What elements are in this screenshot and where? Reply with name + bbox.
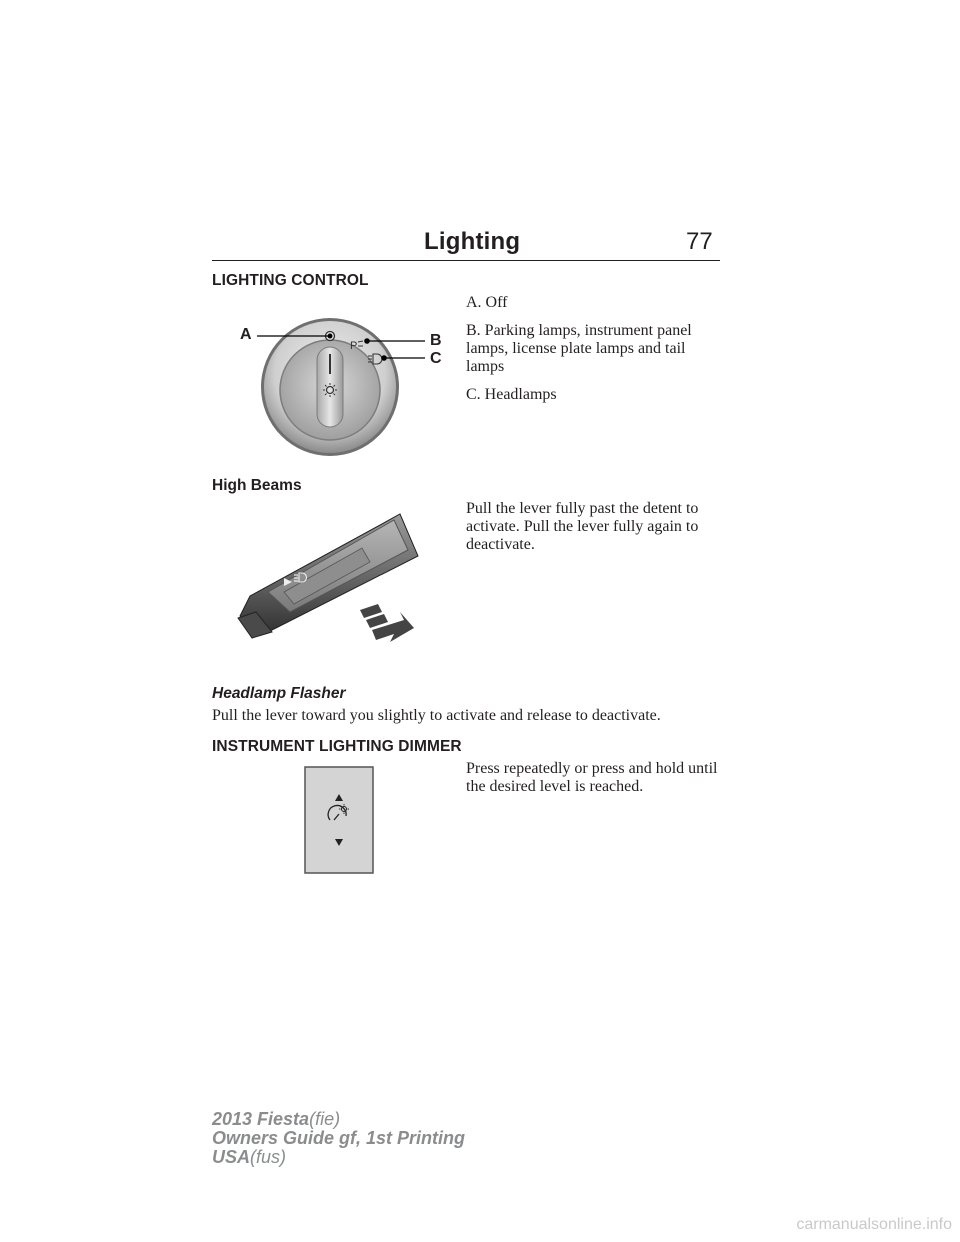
- legend-item-headlamps: C. Headlamps: [466, 386, 557, 403]
- footer-market: USA: [212, 1147, 251, 1167]
- lighting-control-diagram: [232, 312, 452, 462]
- callout-b: B: [430, 332, 442, 349]
- dimmer-switch-diagram: [304, 766, 374, 874]
- lighting-control-legend: [466, 294, 722, 404]
- headlamp-flasher-heading: Headlamp Flasher: [212, 685, 346, 702]
- footer-guide: Owners Guide gf, 1st Printing: [212, 1128, 466, 1148]
- callout-c: C: [430, 350, 442, 367]
- page-section-title: Lighting: [424, 228, 521, 255]
- high-beams-text: Pull the lever fully past the detent to activate. Pull the lever fully again to deactivate.: [466, 500, 699, 553]
- header-divider: [212, 260, 720, 261]
- svg-text:P: P: [350, 340, 358, 352]
- lighting-control-heading: LIGHTING CONTROL: [212, 272, 369, 289]
- high-beams-lever-diagram: [232, 508, 432, 648]
- watermark: carmanualsonline.info: [796, 1216, 952, 1233]
- document-footer: [212, 1110, 465, 1167]
- dimmer-heading: INSTRUMENT LIGHTING DIMMER: [212, 738, 462, 755]
- headlamp-flasher-text: Pull the lever toward you slightly to activate and release to deactivate.: [212, 707, 661, 724]
- footer-market-code: (fus): [250, 1147, 287, 1167]
- legend-item-parking-lamps: B. Parking lamps, instrument panel lamps, license plate lamps and tail lamps: [466, 322, 692, 375]
- high-beams-heading: High Beams: [212, 477, 302, 494]
- footer-model: 2013 Fiesta: [212, 1109, 310, 1129]
- footer-model-code: (fie): [309, 1109, 341, 1129]
- legend-item-off: A. Off: [466, 294, 508, 311]
- callout-a: A: [240, 326, 252, 343]
- dimmer-text: Press repeatedly or press and hold until the desired level is reached.: [466, 760, 718, 795]
- page-number: 77: [686, 228, 713, 255]
